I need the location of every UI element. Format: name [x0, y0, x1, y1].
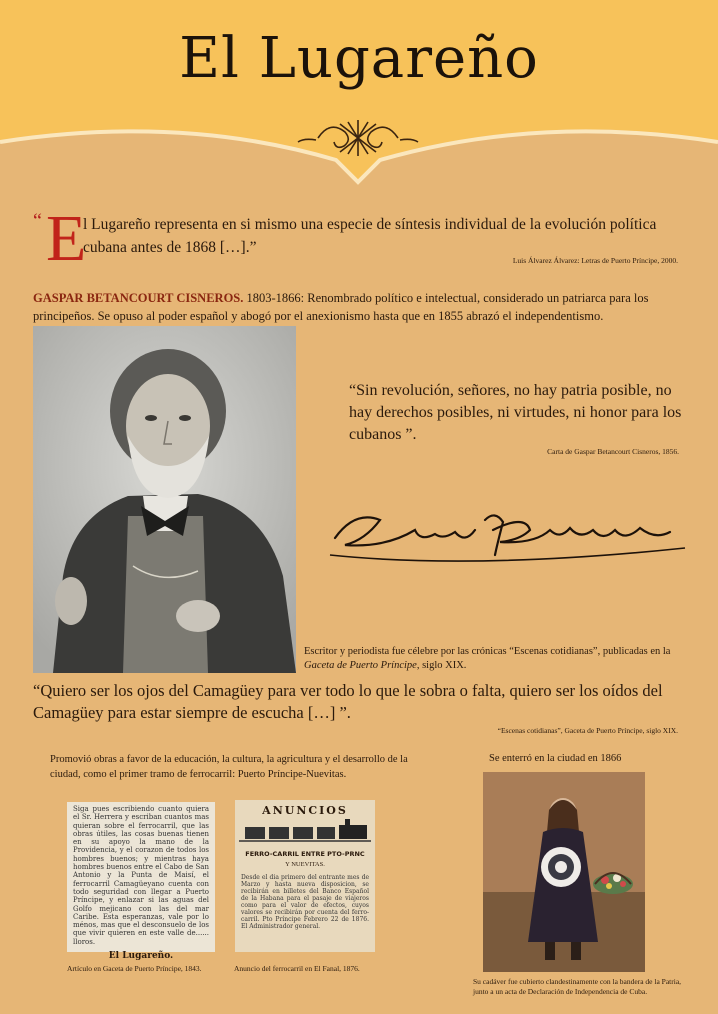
painting-caption: Su cadáver fue cubierto clandestinamente con la bandera de la Patria, junto a un acta de Declaración de Independencia de Cuba.	[473, 977, 682, 996]
newspaper-clipping-ad	[235, 800, 375, 952]
biography-text: 1803-1866: Renombrado político e intelectual, considerado un patriarca para los principeños. Se opuso al poder español y abogó por el anexionismo hasta que en 1855 abrazó el independentismo.	[33, 291, 649, 323]
promotion-text: Promovió obras a favor de la educación, la cultura, la agricultura y el desarrollo de la ciudad, como el primer tramo de ferrocarril: Puerto Príncipe-Nuevitas.	[50, 754, 408, 780]
clipping-article-caption: Artículo en Gaceta de Puerto Príncipe, 1843.	[67, 964, 202, 973]
revolution-quote: “Sin revolución, señores, no hay patria posible, no hay derechos posibles, ni virtudes, ni honor para los cubanos ”.	[349, 382, 682, 443]
burial-heading: Se enterró en la ciudad en 1866	[489, 753, 622, 764]
painting-image	[483, 772, 645, 972]
clipping-ad-subheader: FERRO-CARRIL ENTRE PTO-PRNC	[245, 850, 365, 858]
clipping-ad-caption: Anuncio del ferrocarril en El Fanal, 1876.	[234, 964, 360, 973]
page-title: El Lugareño	[179, 26, 539, 91]
camaguey-quote-source: “Escenas cotidianas”, Gaceta de Puerto Príncipe, siglo XIX.	[497, 726, 678, 735]
clipping-ad-body: Desde el dia primero del entrante mes de Marzo y hasta nueva disposicion, se recibirán en billetes del Banco Español de la Habana para el pasaje de viajeros como para el valor de efectos, cuyos valores se recibirán por cuenta del ferro-carril. Pto Príncipe Febrero 22 de 1876. El Administrador general.	[241, 874, 369, 930]
writer-caption-b: , siglo XIX.	[416, 660, 467, 671]
intro-quote-source: Luis Álvarez Álvarez: Letras de Puerto Príncipe, 2000.	[512, 256, 678, 265]
writer-caption	[304, 645, 684, 673]
clipping-article-body: Siga pues escribiendo cuanto quiera el Sr. Herrera y escriban cuantos mas quieran sobre el ferrocarril, que las obras útiles, las cosas buenas tienen en su apoyo la mano de la Providencia, y el corazon de todos los hombres buenos; y mientras haya hombres buenos entre el Cabo de San Antonio y la Punta de Maisí, el ferrocarril Camagüeyano cuenta con todo seguridad con llegar a Puerto Príncipe, y enlazar si las aguas del Golfo mejicano con las del mar Caribe. Esta esperanzas, vale por lo ménos, mas que el desconsuelo de los que vivir quieren en este valle de...... lloros.	[73, 805, 209, 946]
train-icon	[235, 817, 375, 845]
camaguey-quote: “Quiero ser los ojos del Camagüey para ver todo lo que le sobra o falta, quiero ser los oídos del Camagüey para estar siempre de escucha […] ”.	[33, 681, 663, 722]
drop-cap: E	[46, 202, 87, 275]
biography	[33, 289, 691, 325]
clipping-ad-line2: Y NUEVITAS.	[285, 861, 325, 868]
clipping-ad-header: ANUNCIOS	[262, 804, 348, 817]
quote-open-mark: “	[33, 210, 42, 232]
newspaper-clipping-article	[67, 802, 215, 962]
intro-quote: l Lugareño representa en si mismo una especie de síntesis individual de la evolución política cubana antes de 1868 […].”	[83, 216, 657, 256]
writer-caption-a: Escritor y periodista fue célebre por las crónicas “Escenas cotidianas”, publicadas en la	[304, 646, 671, 657]
writer-caption-journal: Gaceta de Puerto Príncipe	[304, 660, 417, 671]
signature-image	[325, 500, 695, 570]
clipping-article-signature: El Lugareño.	[108, 951, 174, 962]
revolution-quote-source: Carta de Gaspar Betancourt Cisneros, 1856.	[547, 447, 679, 456]
person-name: GASPAR BETANCOURT CISNEROS.	[33, 291, 244, 305]
portrait-image	[33, 326, 296, 673]
